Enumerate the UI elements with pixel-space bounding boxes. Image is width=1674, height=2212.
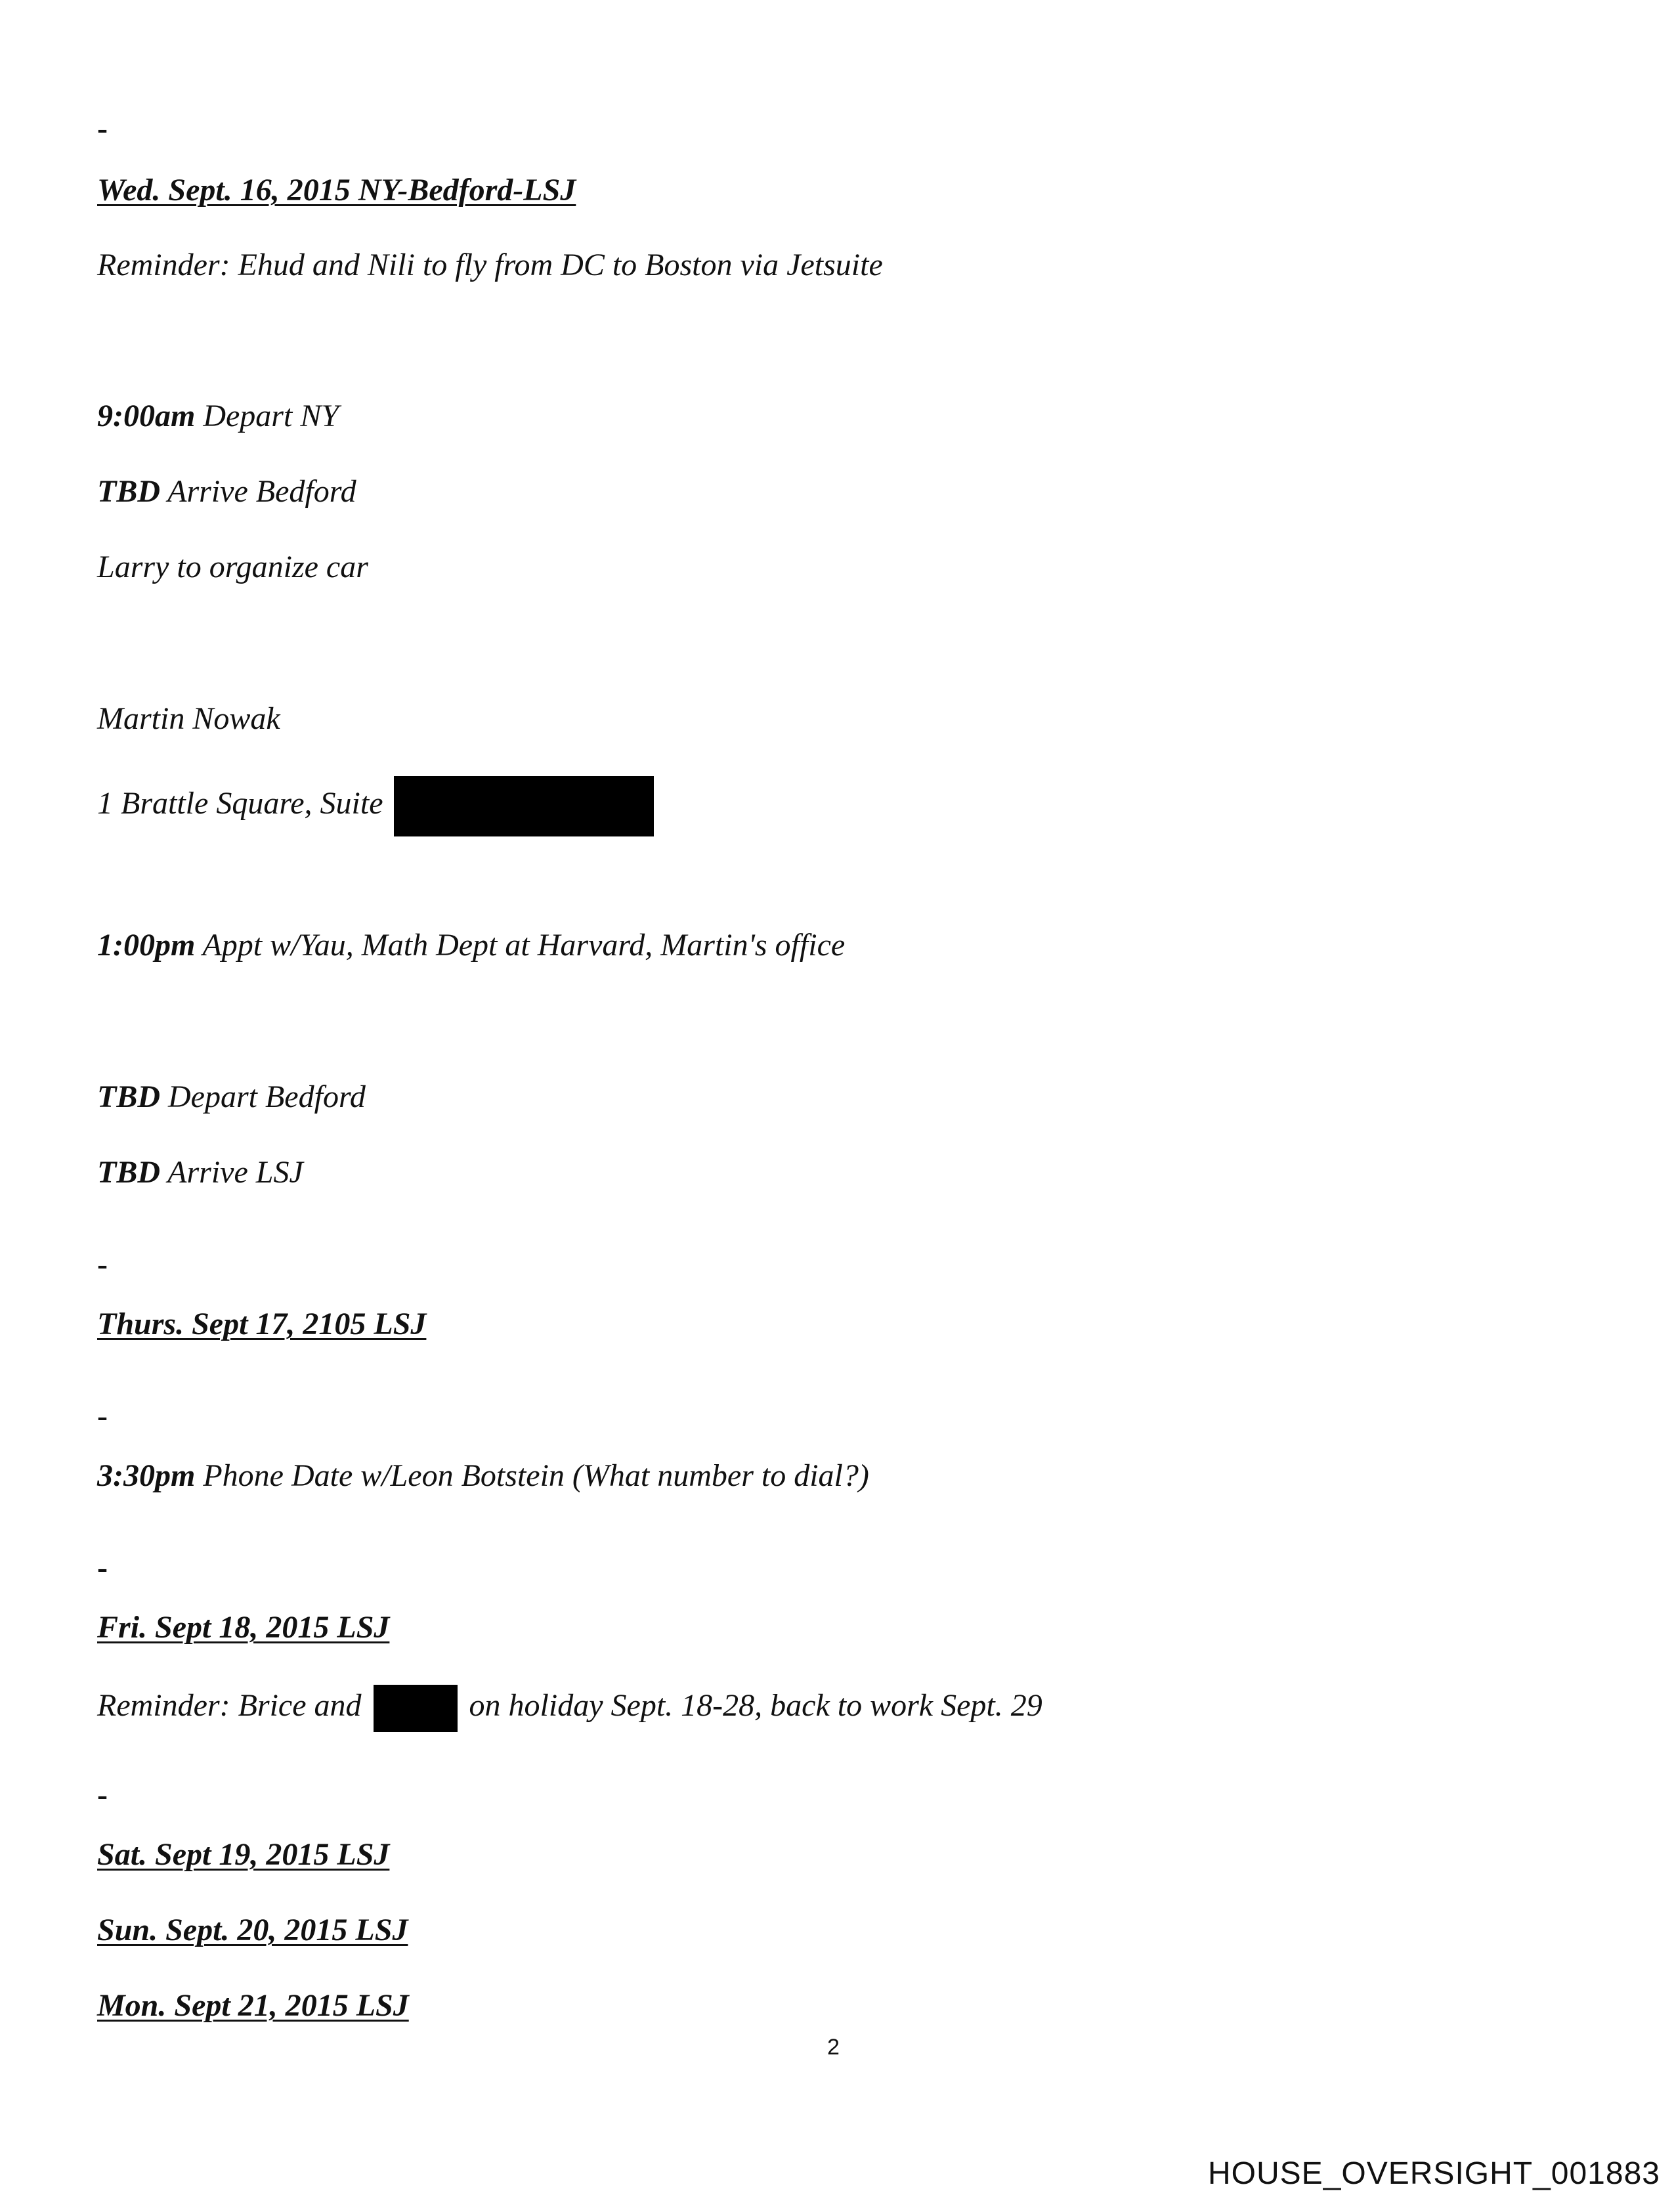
schedule-item-depart-ny [97,398,339,435]
address-text: 1 Brattle Square, Suite [97,786,383,821]
reminder-text-start: Reminder: Brice and [97,1688,362,1724]
redaction-box [394,776,654,836]
reminder-fri [97,1685,1042,1732]
date-heading-thu: Thurs. Sept 17, 2105 LSJ [97,1307,427,1341]
schedule-item-arrive-bedford [97,473,356,510]
contact-name: Martin Nowak [97,701,280,736]
schedule-item-depart-bedford [97,1079,366,1116]
time-label: 9:00am [97,399,196,433]
item-text: Depart Bedford [168,1079,366,1114]
contact-address [97,776,654,836]
schedule-item-arrive-lsj [97,1154,303,1191]
reminder-text-end: on holiday Sept. 18-28, back to work Sept. 29 [469,1688,1042,1724]
bates-number: HOUSE_OVERSIGHT_001883 [1208,2156,1660,2191]
time-label: TBD [97,474,160,509]
date-heading-sat: Sat. Sept 19, 2015 LSJ [97,1837,390,1872]
item-text: Phone Date w/Leon Botstein (What number to dial?) [203,1458,869,1493]
date-heading-fri: Fri. Sept 18, 2015 LSJ [97,1610,390,1645]
redaction-box [374,1685,458,1732]
item-text: Arrive LSJ [167,1155,303,1190]
item-text: Arrive Bedford [167,474,356,509]
separator-dash: - [97,1550,108,1585]
separator-dash: - [97,1399,108,1433]
car-note: Larry to organize car [97,550,368,584]
time-label: 1:00pm [97,928,196,963]
schedule-item-appointment [97,927,845,964]
time-label: 3:30pm [97,1458,196,1493]
separator-dash: - [97,1777,108,1812]
item-text: Depart NY [203,399,339,433]
time-label: TBD [97,1079,160,1114]
separator-dash: - [97,1247,108,1282]
date-heading-sun: Sun. Sept. 20, 2015 LSJ [97,1913,408,1947]
separator-dash: - [97,111,108,146]
date-heading-wed: Wed. Sept. 16, 2015 NY-Bedford-LSJ [97,173,576,207]
page-number: 2 [827,2035,840,2060]
item-text: Appt w/Yau, Math Dept at Harvard, Martin's office [202,928,846,963]
reminder-wed: Reminder: Ehud and Nili to fly from DC to Boston via Jetsuite [97,248,883,282]
time-label: TBD [97,1155,160,1190]
schedule-item-phone-call [97,1458,869,1494]
date-heading-mon: Mon. Sept 21, 2015 LSJ [97,1988,409,2023]
